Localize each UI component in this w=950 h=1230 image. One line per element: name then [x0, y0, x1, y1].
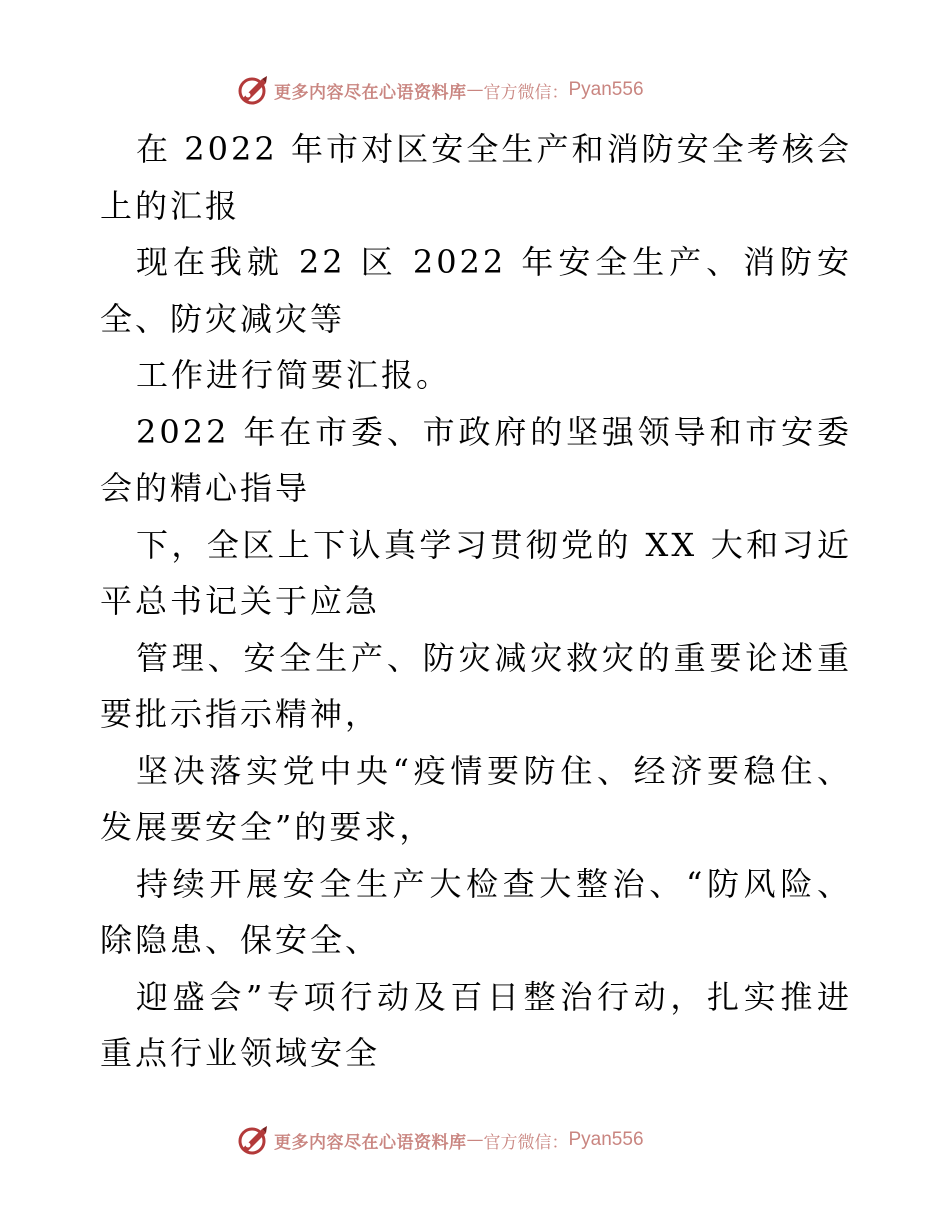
- pen-logo-icon: [236, 73, 270, 107]
- paragraph: 迎盛会”专项行动及百日整治行动，扎实推进重点行业领域安全: [100, 977, 852, 1072]
- banner-wechat-label: 官方微信：: [483, 1132, 569, 1153]
- header-banner: [236, 72, 644, 108]
- document-body: [100, 121, 852, 1082]
- paragraph: 现在我就 22 区 2022 年安全生产、消防安全、防灾减灾等: [100, 243, 852, 338]
- banner-wechat-id: Pyan556: [568, 79, 644, 100]
- paragraph: 管理、安全生产、防灾减灾救灾的重要论述重要批示指示精神，: [100, 638, 852, 733]
- banner-site-text: 更多内容尽在心语资料库: [274, 1132, 467, 1153]
- pen-logo-icon: [236, 1123, 270, 1157]
- paragraph: 2022 年在市委、市政府的坚强领导和市安委会的精心指导: [100, 412, 852, 507]
- paragraph: 持续开展安全生产大检查大整治、“防风险、除隐患、保安全、: [100, 864, 852, 959]
- paragraph: 工作进行简要汇报。: [136, 356, 452, 394]
- banner-dash: —: [466, 80, 484, 100]
- footer-banner: [236, 1122, 644, 1158]
- banner-dash: —: [466, 1130, 484, 1150]
- paragraph: 在 2022 年市对区安全生产和消防安全考核会上的汇报: [100, 130, 852, 225]
- paragraph: 下，全区上下认真学习贯彻党的 XX 大和习近平总书记关于应急: [100, 525, 852, 620]
- paragraph: 坚决落实党中央“疫情要防住、经济要稳住、发展要安全”的要求，: [100, 751, 852, 846]
- banner-wechat-id: Pyan556: [568, 1129, 644, 1150]
- banner-site-text: 更多内容尽在心语资料库: [274, 82, 467, 103]
- banner-wechat-label: 官方微信：: [483, 82, 569, 103]
